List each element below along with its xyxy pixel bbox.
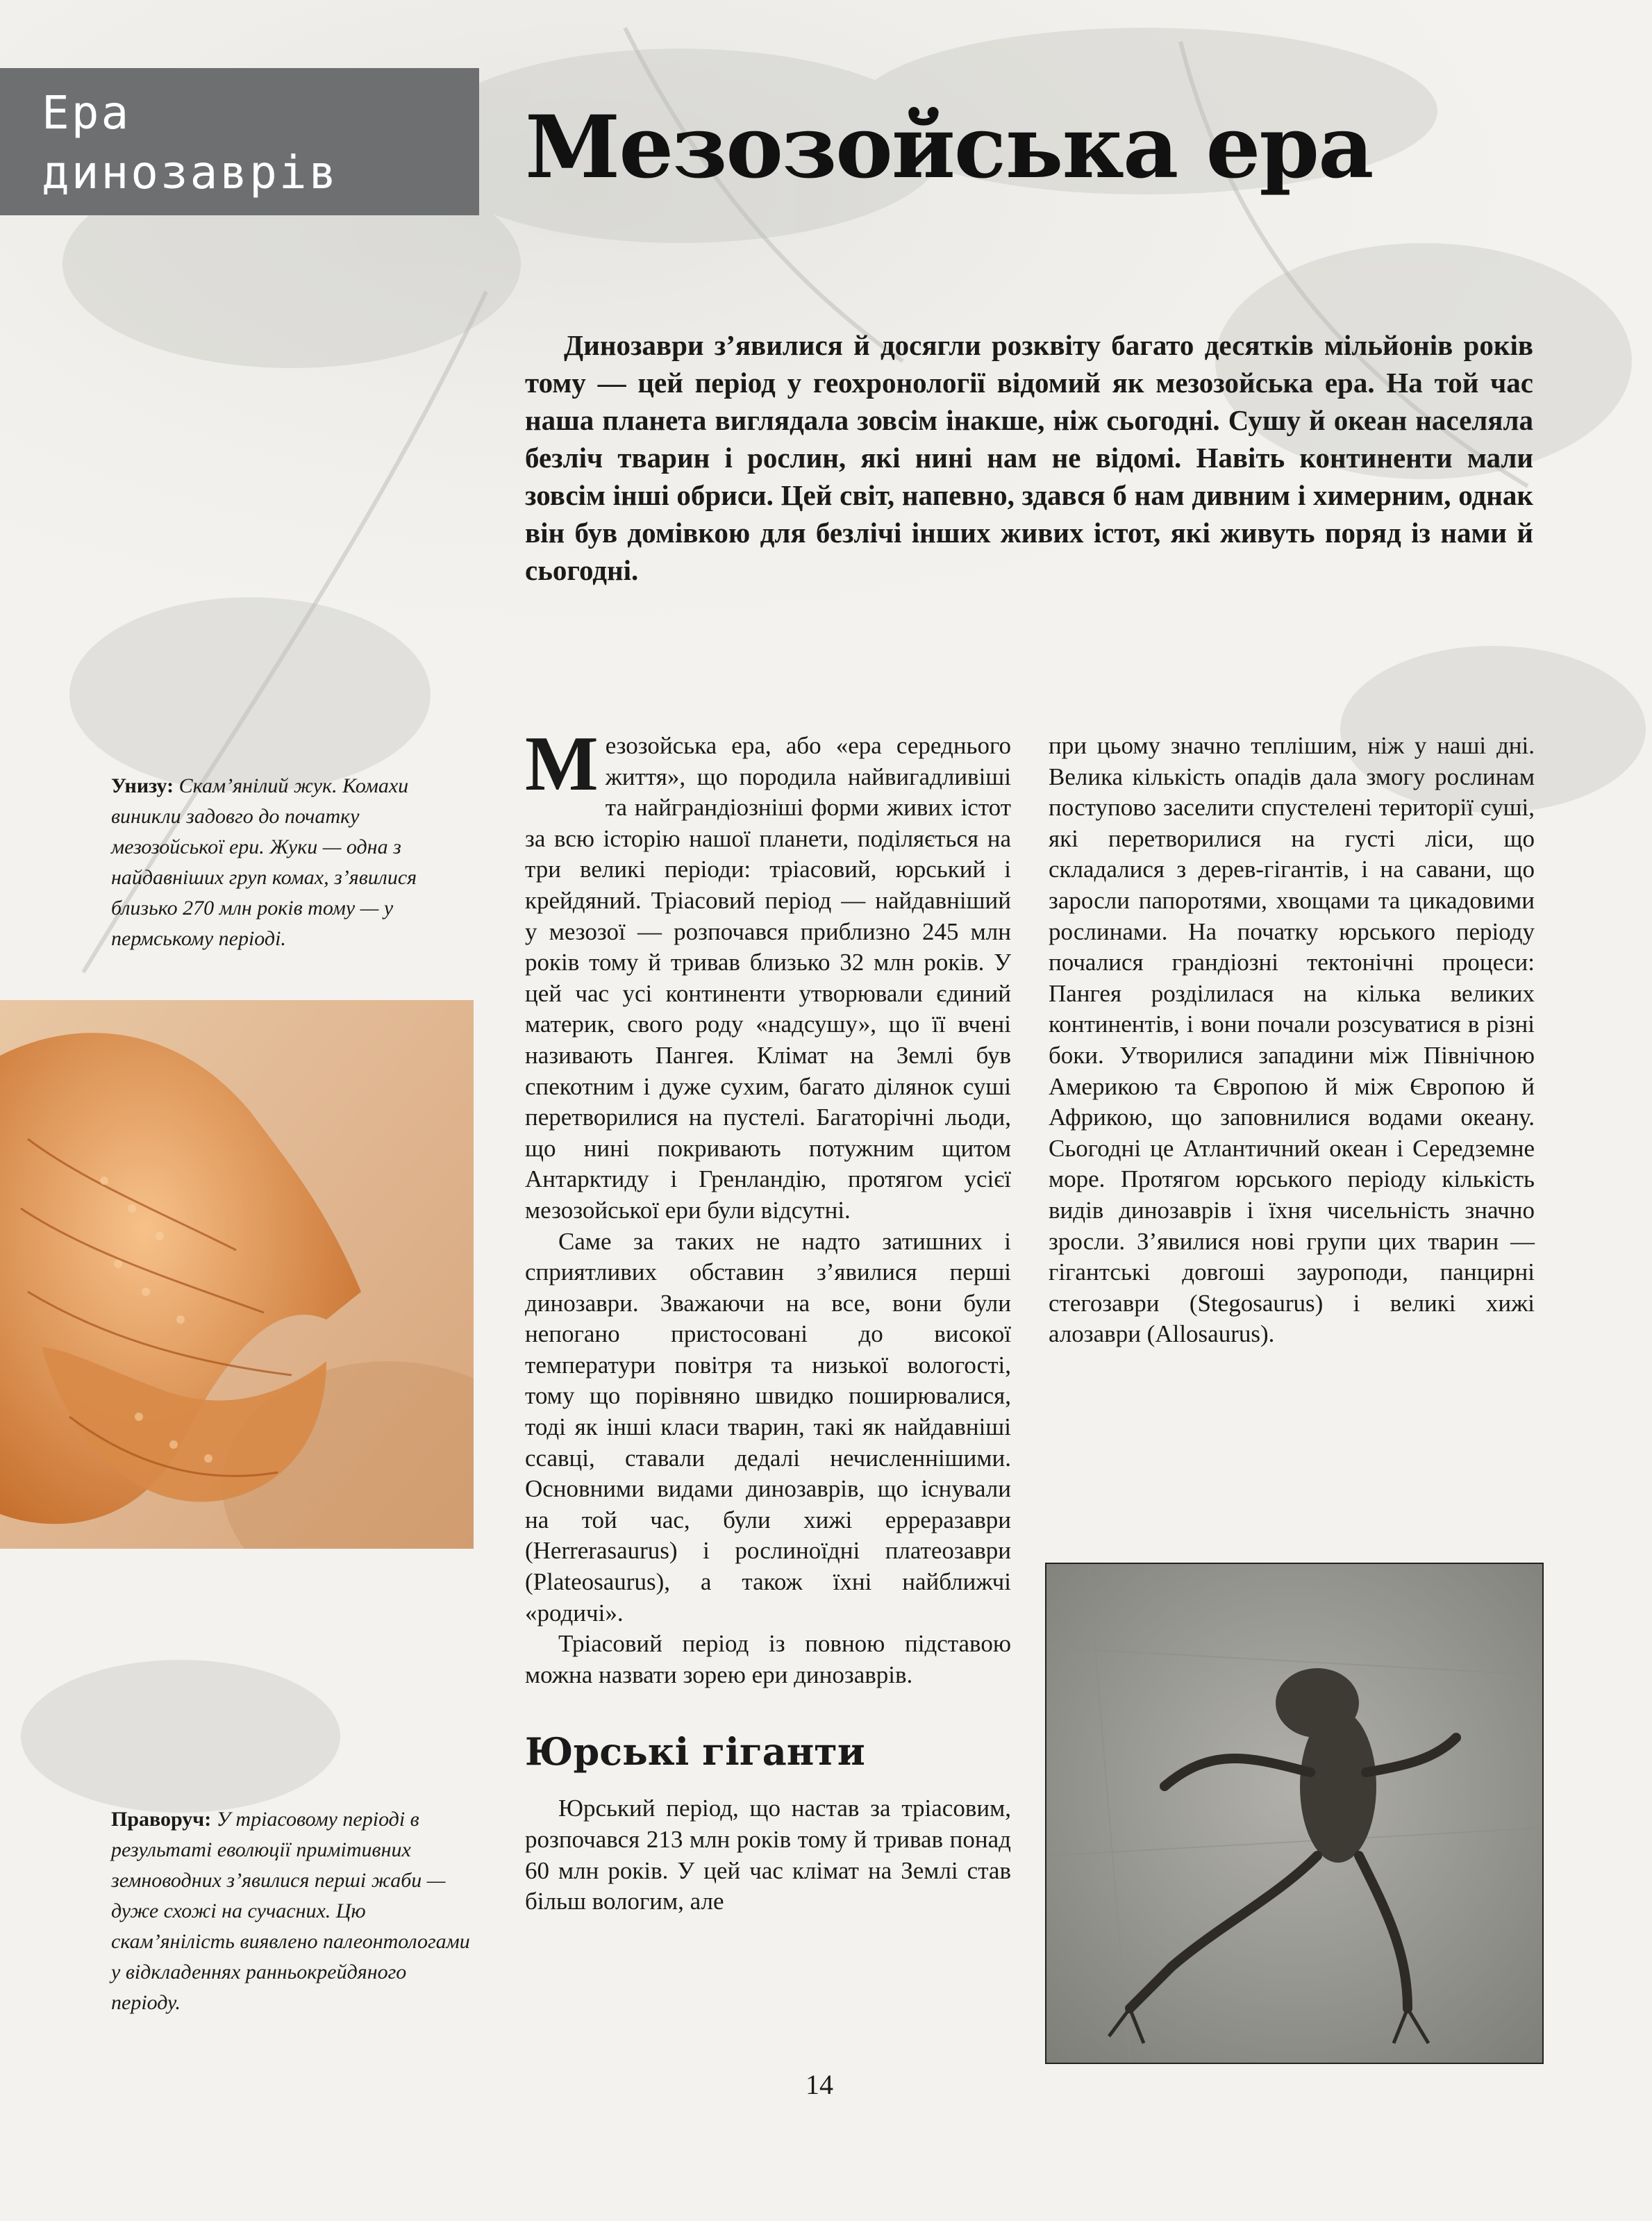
page-number: 14 [806, 2069, 833, 2100]
lead-paragraph: Динозаври з’явилися й досягли розквіту багато десятків мільйонів років тому — цей період у геохронології відомий як мезозойська ера. На той час наша планета виглядала зовсім інакше, ніж сьогодні. Сушу й океан населяла безліч тварин і рослин, які нині нам не відомі. Навіть континенти мали зовсім інші обриси. Цей світ, напевно, здався б нам дивним і химерним, однак він був домівкою для безлічі інших живих істот, які живуть поряд із нами й сьогодні. [525, 329, 1533, 586]
beetle-caption [111, 771, 472, 954]
body-paragraph-4: Юрський період, що настав за тріасовим, розпочався 213 млн років тому й тривав понад 60 млн років. У цей час клімат на Землі став більш вологим, але [525, 1795, 1011, 1915]
beetle-caption-label: Унизу: [111, 774, 174, 797]
section-tag-line1: Ера [42, 86, 131, 140]
body-paragraph-1: Мезозойська ера, або «ера середнього життя», що породила найвигадливіші та найграндіозніші форми живих істот за всю історію нашої планети, поділяється на три великі періоди: тріасовий, юрський і крейдяний. Тріасовий період — найдавніший у мезозої — розпочався приблизно 245 млн років тому й тривав близько 32 млн років. У цей час усі континенти утворювали єдиний материк, свого роду «надсушу», що її вчені називають Пангея. Клімат на Землі був спекотним і дуже сухим, багато ділянок суші перетворилися на пустелі. Багаторічні льоди, що нині покривають потужним щитом Антарктиду і Гренландію, протягом усієї мезозойської ери були відсутні. [525, 721, 1011, 1224]
beetle-fossil-photo [0, 1000, 474, 1549]
beetle-caption-text: Скам’янілий жук. Комахи виникли задовго до початку мезозойської ери. Жуки — одна з найдавніших груп комах, з’явилися близько 270 млн років тому — у пермському періоді. [111, 774, 417, 950]
page-title: Мезозойська ера [525, 97, 1373, 198]
body-paragraph-5: при цьому значно теплішим, ніж у наші дні. Велика кількість опадів дала змогу рослинам поступово заселити спустелені території суші, які перетворилися на густі ліси, що складалися з дерев-гігантів, і на савани, що заросли папоротями, хвощами та цикадовими рослинами. На початку юрського періоду почалися грандіозні тектонічні процеси: Пангея розділилася на кілька великих континентів, і вони почали розсуватися в різні боки. Утворилися западини між Північною Америкою та Європою й між Європою й Африкою, що заповнилися водами океану. Сьогодні це Атлантичний океан і Середземне море. Протягом юрського періоду кількість видів динозаврів і їхня чисельність значно зросли. З’явилися нові групи цих тварин — гігантські довгоші зауроподи, панцирні стегозаври (Stegosaurus) і великі хижі алозаври (Allosaurus). [1049, 732, 1535, 1348]
body-paragraph-2: Саме за таких не надто затишних і сприятливих обставин з’явилися перші динозаври. Зважаючи на все, вони були непогано пристосовані до високої температури повітря та низької вологості, тому що порівняно швидко поширювалися, тоді як інші класи тварин, такі як найдавніші ссавці, ставали дедалі нечисленнішими. Основними видами динозаврів, що існували на той час, були хижі еррерaзаври (Herrerasaurus) і рослиноїдні платеозаври (Plateosaurus), а також їхні найближчі «родичі». [525, 1227, 1011, 1627]
frog-caption-label: Праворуч: [111, 1808, 212, 1831]
drop-cap: М [525, 721, 599, 807]
section-tag-line2: динозаврів [42, 146, 339, 199]
section-tag [0, 68, 479, 215]
subheading: Юрські гіганти [525, 1729, 865, 1774]
body-column-2 [1049, 731, 1535, 1350]
body-paragraph-3: Тріасовий період із повною підставою можна назвати зорею ери динозаврів. [525, 1630, 1011, 1688]
body-column-1 [525, 721, 1011, 1918]
frog-caption [111, 1804, 472, 2018]
frog-caption-text: У тріасовому періоді в результаті еволюції примітивних земноводних з’явилися перші жаби — дуже схожі на сучасних. Цю скам’янілість виявлено палеонтологами у відкладеннях ранньокрейдяного періоду. [111, 1808, 470, 2014]
frog-fossil-photo [1045, 1563, 1544, 2064]
